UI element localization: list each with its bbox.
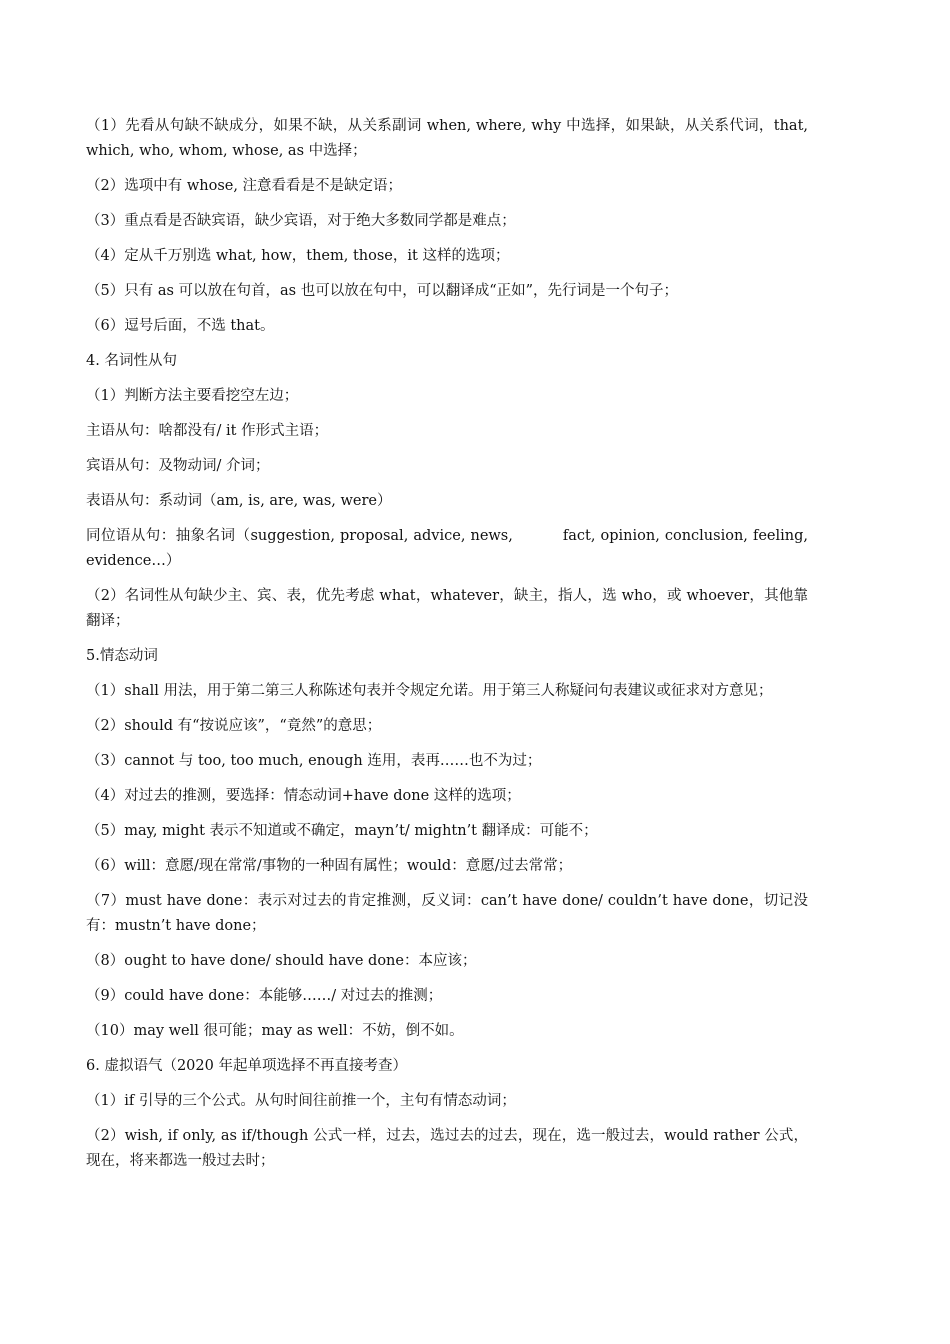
paragraph-modal-7: （7）must have done：表示对过去的肯定推测，反义词：can’t have done/ couldn’t have done，切记没有：mustn’t have done； bbox=[86, 893, 808, 934]
paragraph-modal-6: （6）will：意愿/现在常常/事物的一种固有属性；would：意愿/过去常常； bbox=[86, 858, 573, 874]
paragraph-relative-clause-4: （4）定从千万别选 what, how，them, those，it 这样的选项； bbox=[86, 248, 510, 264]
paragraph-object-clause: 宾语从句：及物动词/ 介词； bbox=[86, 458, 270, 474]
paragraph-modal-10: （10）may well 很可能；may as well：不妨，倒不如。 bbox=[86, 1023, 464, 1039]
paragraph-predicative-clause: 表语从句：系动词（am, is, are, was, were） bbox=[86, 493, 392, 509]
paragraph-modal-1: （1）shall 用法，用于第二第三人称陈述句表并令规定允诺。用于第三人称疑问句表建议或征求对方意见； bbox=[86, 683, 773, 699]
paragraph-subjunctive-2: （2）wish, if only, as if/though 公式一样，过去，选过去的过去，现在，选一般过去，would rather 公式，现在，将来都选一般过去时； bbox=[86, 1128, 808, 1169]
paragraph-noun-clause-1: （1）判断方法主要看挖空左边； bbox=[86, 388, 299, 404]
paragraph-relative-clause-1: （1）先看从句缺不缺成分，如果不缺，从关系副词 when, where, why 中选择，如果缺，从关系代词，that, which, who, whom, whose, as 中选择； bbox=[86, 118, 808, 159]
paragraph-modal-2: （2）should 有“按说应该”，“竟然”的意思； bbox=[86, 718, 382, 734]
paragraph-modal-3: （3）cannot 与 too, too much, enough 连用，表再……也不为过； bbox=[86, 753, 542, 769]
paragraph-modal-9: （9）could have done：本能够……/ 对过去的推测； bbox=[86, 988, 443, 1004]
paragraph-relative-clause-3: （3）重点看是否缺宾语，缺少宾语，对于绝大多数同学都是难点； bbox=[86, 213, 516, 229]
appositive-part-2: fact, opinion, conclusion, feeling, evidence…） bbox=[86, 528, 808, 569]
paragraph-modal-8: （8）ought to have done/ should have done：本应该； bbox=[86, 953, 477, 969]
heading-noun-clause: 4. 名词性从句 bbox=[86, 353, 177, 369]
paragraph-appositive-clause bbox=[86, 524, 808, 574]
paragraph-subject-clause: 主语从句：啥都没有/ it 作形式主语； bbox=[86, 423, 329, 439]
heading-subjunctive: 6. 虚拟语气（2020 年起单项选择不再直接考查） bbox=[86, 1058, 407, 1074]
appositive-part-1: 同位语从句：抽象名词（suggestion, proposal, advice, news, bbox=[86, 528, 513, 544]
paragraph-modal-5: （5）may, might 表示不知道或不确定，mayn’t/ mightn’t 翻译成：可能不； bbox=[86, 823, 598, 839]
paragraph-noun-clause-2: （2）名词性从句缺少主、宾、表，优先考虑 what，whatever，缺主，指人，选 who，或 whoever，其他靠翻译； bbox=[86, 588, 808, 629]
paragraph-subjunctive-1: （1）if 引导的三个公式。从句时间往前推一个，主句有情态动词； bbox=[86, 1093, 516, 1109]
paragraph-relative-clause-2: （2）选项中有 whose, 注意看看是不是缺定语； bbox=[86, 178, 403, 194]
paragraph-relative-clause-5: （5）只有 as 可以放在句首，as 也可以放在句中，可以翻译成“正如”，先行词是一个句子； bbox=[86, 283, 679, 299]
paragraph-modal-4: （4）对过去的推测，要选择：情态动词+have done 这样的选项； bbox=[86, 788, 521, 804]
heading-modal-verbs: 5.情态动词 bbox=[86, 648, 158, 664]
document-page bbox=[86, 114, 808, 1184]
paragraph-relative-clause-6: （6）逗号后面，不选 that。 bbox=[86, 318, 275, 334]
